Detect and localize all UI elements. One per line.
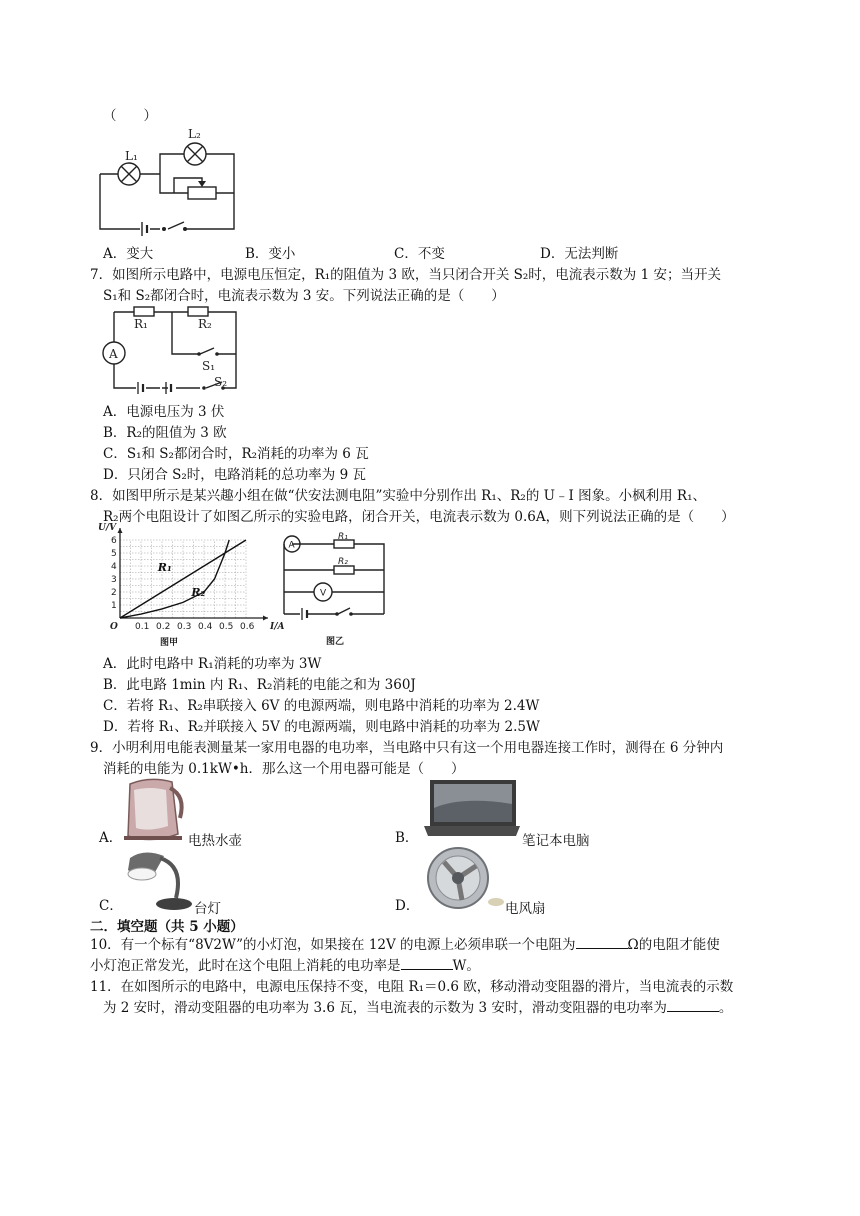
q11-text-2a: 为 2 安时，滑动变阻器的电功率为 3.6 瓦，当电流表的示数为 3 安时，滑动变阻器的电功率为 xyxy=(103,1000,667,1016)
q11-text-2b: 。 xyxy=(718,1000,733,1016)
chart-y-arrow xyxy=(118,528,123,533)
chart-y-tick-label: 3 xyxy=(111,575,117,585)
chart-x-tick-label: 0.5 xyxy=(219,622,234,632)
fan-icon xyxy=(422,846,508,912)
q6-answer-paren: （ ） xyxy=(103,108,157,124)
q8-fig-b-caption: 图乙 xyxy=(326,637,345,647)
q10-text-1a: 10．有一个标有“8V2W”的小灯泡，如果接在 12V 的电源上必须串联一个电阻为 xyxy=(90,937,576,953)
q6-option-b: B．变小 xyxy=(245,246,296,262)
q8-option-c: C．若将 R₁、R₂串联接入 6V 的电源两端，则电路中消耗的功率为 2.4W xyxy=(103,698,540,714)
q10-text-2a: 小灯泡正常发光，此时在这个电阻上消耗的电功率是 xyxy=(90,958,401,974)
ui-chart xyxy=(98,523,285,650)
q7-option-c: C．S₁和 S₂都闭合时，R₂消耗的功率为 6 瓦 xyxy=(103,446,369,462)
chart-x-tick-label: 0.3 xyxy=(177,622,192,632)
chart-y-tick-label: 5 xyxy=(111,549,117,559)
q7-question-line2: S₁和 S₂都闭合时，电流表示数为 3 安。下列说法正确的是（ ） xyxy=(103,288,505,304)
q8-fig-a-caption: 图甲 xyxy=(160,638,179,648)
chart-y-tick-label: 2 xyxy=(111,588,117,598)
q9-option-b-name: 笔记本电脑 xyxy=(522,833,590,849)
q9-option-a-letter: A． xyxy=(99,830,123,846)
q7-s2-label: S₂ xyxy=(214,375,228,389)
q8-ammeter-label: A xyxy=(288,540,295,551)
q8-voltmeter-label: V xyxy=(320,588,327,599)
q6-l1-label: L₁ xyxy=(125,149,138,163)
chart-x-tick-label: 0.4 xyxy=(198,622,213,632)
q7-option-b: B．R₂的阻值为 3 欧 xyxy=(103,425,227,441)
q7-s1-label: S₁ xyxy=(202,359,216,373)
q8-question-line1: 8．如图甲所示是某兴趣小组在做“伏安法测电阻”实验中分别作出 R₁、R₂的 U﹣I 图象。小枫利用 R₁、 xyxy=(90,488,706,504)
desk-lamp-icon xyxy=(124,848,196,914)
q7-option-d: D．只闭合 S₂时，电路消耗的总功率为 9 瓦 xyxy=(103,467,366,483)
q11-blank xyxy=(667,999,719,1012)
q9-question-line1: 9．小明利用电能表测量某一家用电器的电功率，当电路中只有这一个用电器连接工作时，测得在 6 分钟内 xyxy=(90,740,724,756)
q8-r2-label: R₂ xyxy=(338,557,348,567)
q9-option-c-letter: C． xyxy=(99,898,123,914)
chart-x-tick-label: 0.1 xyxy=(135,622,150,632)
section-2-title: 二．填空题（共 5 小题） xyxy=(90,919,244,935)
q9-option-b-letter: B． xyxy=(395,830,419,846)
q8-option-d: D．若将 R₁、R₂并联接入 5V 的电源两端，则电路中消耗的功率为 2.5W xyxy=(103,719,540,735)
q7-r1-label: R₁ xyxy=(134,317,148,331)
chart-x-tick-label: 0.6 xyxy=(240,622,255,632)
q7-question-line1: 7．如图所示电路中，电源电压恒定，R₁的阻值为 3 欧，当只闭合开关 S₂时，电流表示数为 1 安；当开关 xyxy=(90,267,721,283)
q11-question-line1: 11．在如图所示的电路中，电源电压保持不变，电阻 R₁＝0.6 欧，移动滑动变阻器的滑片，当电流表的示数 xyxy=(90,979,734,995)
q10-question-line2 xyxy=(90,957,480,975)
q6-circuit-diagram xyxy=(98,124,238,236)
q10-text-2b: W。 xyxy=(452,958,480,974)
chart-y-label: U/V xyxy=(98,523,117,533)
q7-r2-label: R₂ xyxy=(198,317,212,331)
chart-x-tick-label: 0.2 xyxy=(156,622,171,632)
chart-series-1-label: R₁ xyxy=(157,561,172,575)
q9-option-c-name: 台灯 xyxy=(194,901,221,917)
chart-y-tick-label: 4 xyxy=(111,562,117,572)
chart-series-2-label: R₂ xyxy=(191,585,206,599)
q8-question-line2: R₂两个电阻设计了如图乙所示的实验电路，闭合开关，电流表示数为 0.6A，则下列说法正确的是（ ） xyxy=(103,509,735,525)
q7-ammeter-label: A xyxy=(109,347,118,361)
q6-l2-label: L₂ xyxy=(188,127,201,141)
q10-blank-1 xyxy=(576,936,628,949)
chart-x-arrow xyxy=(263,616,268,621)
q8-r1-label: R₁ xyxy=(338,532,348,542)
q7-option-a: A．电源电压为 3 伏 xyxy=(103,404,225,420)
q11-question-line2 xyxy=(103,999,732,1017)
q6-option-d: D．无法判断 xyxy=(540,246,619,262)
q6-option-a: A．变大 xyxy=(103,246,154,262)
q10-question-line1 xyxy=(90,936,720,954)
kettle-icon xyxy=(120,776,186,846)
q9-option-d-letter: D． xyxy=(395,898,420,914)
chart-y-tick-label: 1 xyxy=(111,601,117,611)
laptop-icon xyxy=(422,778,522,840)
q9-option-d-name: 电风扇 xyxy=(505,901,546,917)
q8-option-a: A．此时电路中 R₁消耗的功率为 3W xyxy=(103,656,322,672)
q6-option-c: C．不变 xyxy=(394,246,445,262)
q10-text-1b: Ω的电阻才能使 xyxy=(627,937,720,953)
chart-x-label: I/A xyxy=(270,622,285,632)
q9-option-a-name: 电热水壶 xyxy=(188,833,242,849)
q10-blank-2 xyxy=(401,957,453,970)
chart-origin-label: O xyxy=(110,622,118,632)
chart-y-tick-label: 6 xyxy=(111,536,117,546)
q8-circuit-diagram xyxy=(278,530,390,648)
q7-circuit-diagram xyxy=(100,306,240,394)
q9-question-line2: 消耗的电能为 0.1kW•h．那么这一个用电器可能是（ ） xyxy=(103,761,465,777)
q8-option-b: B．此电路 1min 内 R₁、R₂消耗的电能之和为 360J xyxy=(103,677,416,693)
